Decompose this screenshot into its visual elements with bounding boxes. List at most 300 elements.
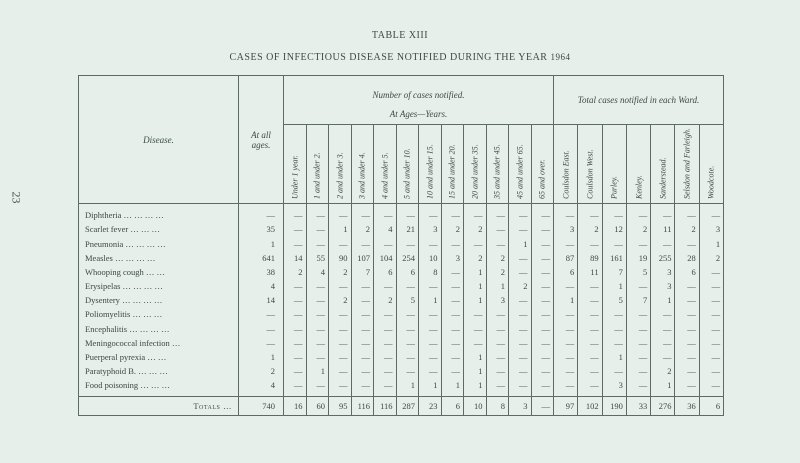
ward-cell: 3 — [699, 222, 723, 236]
title-year: 1964 — [550, 52, 571, 62]
age-cell: — — [374, 336, 397, 350]
age-cell: — — [419, 236, 442, 250]
age-cell: — — [396, 322, 419, 336]
age-cell: — — [329, 350, 352, 364]
ward-totals-header: Total cases notified in each Ward. — [554, 76, 724, 125]
age-cell: 2 — [351, 222, 374, 236]
ward-cell: 2 — [675, 222, 699, 236]
ward-cell: — — [602, 364, 626, 378]
age-cell: — — [486, 204, 509, 223]
ward-cell: 6 — [675, 265, 699, 279]
age-cell: — — [441, 236, 464, 250]
number-notified-line2: At Ages—Years. — [389, 109, 448, 119]
age-cell: — — [486, 322, 509, 336]
ward-5-label: Selsdon and Farleigh. — [682, 128, 692, 199]
ward-cell: — — [699, 265, 723, 279]
age-group-9-header — [486, 125, 509, 204]
all-ages-cell: — — [239, 204, 284, 223]
age-cell: 21 — [396, 222, 419, 236]
age-cell: 1 — [419, 293, 442, 307]
age-group-2-label: 2 and under 3. — [335, 152, 345, 199]
age-cell: — — [329, 336, 352, 350]
ward-cell: — — [699, 350, 723, 364]
disease-name: Dysentery … … … … — [79, 293, 239, 307]
ward-cell: — — [651, 322, 675, 336]
age-cell: — — [419, 279, 442, 293]
age-cell: — — [351, 204, 374, 223]
ward-cell: — — [699, 378, 723, 396]
age-group-9-label: 35 and under 45. — [492, 144, 502, 199]
age-cell: 3 — [419, 222, 442, 236]
age-cell: — — [441, 350, 464, 364]
ward-0-header — [554, 125, 578, 204]
title-text: CASES OF INFECTIOUS DISEASE NOTIFIED DURING THE YEAR — [229, 52, 548, 63]
age-cell: — — [531, 322, 554, 336]
age-cell: — — [419, 336, 442, 350]
ward-cell: — — [602, 204, 626, 223]
age-cell: 1 — [464, 378, 487, 396]
age-cell: — — [509, 251, 532, 265]
ward-cell: 2 — [578, 222, 602, 236]
age-cell: — — [419, 307, 442, 321]
ward-cell: — — [699, 307, 723, 321]
table-row — [79, 265, 724, 279]
age-cell: — — [531, 279, 554, 293]
total-cell: 276 — [651, 396, 675, 415]
header-row-1 — [79, 76, 724, 125]
ward-cell: — — [578, 378, 602, 396]
age-cell: 7 — [351, 265, 374, 279]
age-group-7-label: 15 and under 20. — [447, 144, 457, 199]
ward-cell: — — [699, 293, 723, 307]
age-cell: 104 — [374, 251, 397, 265]
ward-cell: — — [675, 322, 699, 336]
age-group-4-header — [374, 125, 397, 204]
age-cell: 14 — [284, 251, 307, 265]
age-cell: — — [531, 222, 554, 236]
age-cell: — — [486, 336, 509, 350]
age-cell: — — [509, 336, 532, 350]
total-cell: — — [531, 396, 554, 415]
ward-cell: 19 — [626, 251, 650, 265]
age-cell: — — [351, 293, 374, 307]
age-cell: — — [464, 307, 487, 321]
ward-5-header — [675, 125, 699, 204]
age-cell: 1 — [441, 378, 464, 396]
table-row — [79, 204, 724, 223]
total-cell: 10 — [464, 396, 487, 415]
age-cell: — — [441, 364, 464, 378]
all-ages-cell: 4 — [239, 378, 284, 396]
ward-cell: 3 — [602, 378, 626, 396]
total-cell: 60 — [306, 396, 329, 415]
page-number: 23 — [9, 191, 24, 204]
ward-cell: — — [578, 204, 602, 223]
age-cell: — — [531, 204, 554, 223]
ward-cell: 1 — [699, 236, 723, 250]
age-cell: — — [509, 350, 532, 364]
age-cell: — — [441, 279, 464, 293]
disease-name: Encephalitis … … … … — [79, 322, 239, 336]
age-cell: 2 — [464, 222, 487, 236]
age-cell: — — [351, 364, 374, 378]
ward-cell: — — [699, 322, 723, 336]
age-cell: — — [329, 279, 352, 293]
table-row — [79, 307, 724, 321]
ward-cell: 1 — [651, 378, 675, 396]
all-ages-cell: 35 — [239, 222, 284, 236]
age-cell: — — [351, 378, 374, 396]
ward-cell: — — [602, 307, 626, 321]
table-row — [79, 279, 724, 293]
age-cell: 1 — [329, 222, 352, 236]
ward-4-header — [651, 125, 675, 204]
ward-cell: 1 — [602, 279, 626, 293]
all-ages-cell: — — [239, 322, 284, 336]
ward-cell: — — [626, 364, 650, 378]
ward-cell: 1 — [651, 293, 675, 307]
age-cell: — — [374, 350, 397, 364]
age-cell: — — [509, 364, 532, 378]
age-cell: 2 — [486, 251, 509, 265]
age-cell: — — [351, 236, 374, 250]
all-ages-cell: 2 — [239, 364, 284, 378]
ward-cell: — — [675, 279, 699, 293]
age-cell: 1 — [486, 279, 509, 293]
ward-cell: — — [626, 307, 650, 321]
ward-cell: — — [578, 350, 602, 364]
total-cell: 116 — [351, 396, 374, 415]
total-cell: 740 — [239, 396, 284, 415]
age-cell: 10 — [419, 251, 442, 265]
age-cell: — — [284, 364, 307, 378]
age-group-8-label: 20 and under 35. — [470, 144, 480, 199]
age-cell: — — [306, 307, 329, 321]
age-cell: — — [374, 204, 397, 223]
total-cell: 36 — [675, 396, 699, 415]
disease-name: Scarlet fever … … … — [79, 222, 239, 236]
age-group-11-header — [531, 125, 554, 204]
age-cell: 5 — [396, 293, 419, 307]
ward-cell: — — [578, 279, 602, 293]
age-cell: — — [329, 378, 352, 396]
age-cell: — — [284, 236, 307, 250]
ward-cell: — — [554, 378, 578, 396]
ward-cell: 5 — [602, 293, 626, 307]
table-label: TABLE XIII — [371, 30, 429, 41]
age-cell: — — [486, 307, 509, 321]
disease-name: Erysipelas … … … … — [79, 279, 239, 293]
age-cell: — — [306, 222, 329, 236]
ward-cell: — — [626, 236, 650, 250]
total-cell: 116 — [374, 396, 397, 415]
ward-cell: — — [554, 336, 578, 350]
age-cell: — — [419, 204, 442, 223]
age-group-0-label: Under 1 year. — [290, 155, 300, 199]
ward-cell: — — [626, 350, 650, 364]
ward-6-label: Woodcote. — [706, 165, 716, 199]
table-row — [79, 293, 724, 307]
total-cell: 6 — [699, 396, 723, 415]
age-cell: 107 — [351, 251, 374, 265]
disease-name: Meningococcal infection … — [79, 336, 239, 350]
number-notified-line1: Number of cases notified. — [372, 90, 465, 100]
ward-cell: — — [699, 336, 723, 350]
ward-cell: 89 — [578, 251, 602, 265]
ward-cell: — — [626, 378, 650, 396]
age-cell: — — [441, 322, 464, 336]
table-row — [79, 251, 724, 265]
table-row — [79, 236, 724, 250]
age-cell: — — [374, 279, 397, 293]
age-cell: 2 — [509, 279, 532, 293]
total-cell: 16 — [284, 396, 307, 415]
ward-cell: 2 — [699, 251, 723, 265]
age-cell: — — [441, 336, 464, 350]
ward-cell: — — [651, 307, 675, 321]
total-cell: 3 — [509, 396, 532, 415]
age-cell: — — [329, 322, 352, 336]
ward-cell: 5 — [626, 265, 650, 279]
age-group-2-header — [329, 125, 352, 204]
age-cell: — — [284, 222, 307, 236]
ward-2-label: Purley. — [609, 176, 619, 199]
ward-6-header — [699, 125, 723, 204]
ward-cell: — — [578, 322, 602, 336]
age-cell: — — [374, 364, 397, 378]
all-ages-cell: 4 — [239, 279, 284, 293]
age-cell: — — [531, 364, 554, 378]
ward-cell: — — [651, 336, 675, 350]
total-cell: 95 — [329, 396, 352, 415]
disease-name: Poliomyelitis … … … — [79, 307, 239, 321]
ward-1-label: Coulsdon West. — [585, 149, 595, 199]
disease-name: Measles … … … … — [79, 251, 239, 265]
age-cell: — — [306, 279, 329, 293]
age-cell: — — [374, 236, 397, 250]
age-cell: 1 — [464, 279, 487, 293]
age-cell: — — [509, 204, 532, 223]
disease-name: Food poisoning … … … — [79, 378, 239, 396]
ward-cell: 11 — [578, 265, 602, 279]
age-cell: 2 — [486, 265, 509, 279]
all-ages-cell: 641 — [239, 251, 284, 265]
ward-cell: — — [651, 350, 675, 364]
age-cell: — — [509, 322, 532, 336]
age-cell: — — [396, 204, 419, 223]
total-cell: 190 — [602, 396, 626, 415]
age-cell: — — [284, 336, 307, 350]
age-cell: — — [374, 378, 397, 396]
age-cell: — — [351, 307, 374, 321]
age-cell: — — [419, 322, 442, 336]
ward-cell: — — [578, 364, 602, 378]
all-ages-cell: — — [239, 336, 284, 350]
age-cell: — — [306, 350, 329, 364]
table-row — [79, 222, 724, 236]
ward-cell: — — [675, 204, 699, 223]
ward-0-label: Coulsdon East. — [561, 150, 571, 199]
age-cell: 90 — [329, 251, 352, 265]
age-cell: 3 — [441, 251, 464, 265]
ward-cell: 7 — [602, 265, 626, 279]
age-cell: 2 — [464, 251, 487, 265]
ward-cell: — — [602, 336, 626, 350]
ward-cell: 28 — [675, 251, 699, 265]
age-group-8-header — [464, 125, 487, 204]
all-ages-cell: 1 — [239, 350, 284, 364]
age-cell: — — [284, 378, 307, 396]
ward-1-header — [578, 125, 602, 204]
age-cell: — — [284, 322, 307, 336]
age-cell: — — [306, 204, 329, 223]
age-cell: — — [284, 293, 307, 307]
all-ages-cell: 14 — [239, 293, 284, 307]
age-group-1-header — [306, 125, 329, 204]
ward-cell: 161 — [602, 251, 626, 265]
total-cell: 33 — [626, 396, 650, 415]
age-cell: — — [464, 322, 487, 336]
age-cell: — — [531, 378, 554, 396]
ward-cell: — — [675, 350, 699, 364]
age-cell: 1 — [306, 364, 329, 378]
age-cell: 2 — [329, 265, 352, 279]
ward-cell: — — [554, 236, 578, 250]
table-title — [0, 52, 800, 63]
total-cell: 102 — [578, 396, 602, 415]
age-group-3-header — [351, 125, 374, 204]
ward-cell: — — [675, 364, 699, 378]
age-group-4-label: 4 and under 5. — [380, 152, 390, 199]
age-cell: — — [441, 293, 464, 307]
age-cell: 1 — [464, 364, 487, 378]
disease-name: Puerperal pyrexia … … — [79, 350, 239, 364]
ward-cell: — — [699, 279, 723, 293]
ward-cell: — — [602, 322, 626, 336]
age-cell: — — [486, 236, 509, 250]
total-cell: 23 — [419, 396, 442, 415]
total-cell: 8 — [486, 396, 509, 415]
ward-cell: 1 — [602, 350, 626, 364]
age-cell: — — [464, 236, 487, 250]
ward-cell: — — [578, 336, 602, 350]
age-group-0-header — [284, 125, 307, 204]
age-cell: — — [329, 307, 352, 321]
age-cell: 1 — [419, 378, 442, 396]
age-cell: — — [284, 204, 307, 223]
age-group-6-header — [419, 125, 442, 204]
ward-cell: — — [675, 336, 699, 350]
age-group-10-header — [509, 125, 532, 204]
age-group-6-label: 10 and under 15. — [425, 144, 435, 199]
ward-cell: 87 — [554, 251, 578, 265]
age-cell: — — [486, 350, 509, 364]
all-ages-header: At all ages. — [239, 76, 284, 204]
number-notified-header — [284, 76, 554, 125]
age-cell: — — [396, 336, 419, 350]
ward-cell: — — [578, 293, 602, 307]
ward-cell: — — [554, 350, 578, 364]
ward-cell: — — [602, 236, 626, 250]
ward-cell: 2 — [626, 222, 650, 236]
ward-3-label: Kenley. — [634, 175, 644, 199]
ward-4-label: Sanderstead. — [658, 157, 668, 199]
age-cell: — — [531, 350, 554, 364]
age-cell: 254 — [396, 251, 419, 265]
age-cell: — — [531, 336, 554, 350]
ward-cell: — — [626, 204, 650, 223]
ward-cell: — — [651, 236, 675, 250]
all-ages-cell: 38 — [239, 265, 284, 279]
ward-cell: — — [626, 322, 650, 336]
ward-cell: — — [578, 307, 602, 321]
age-group-5-label: 5 and under 10. — [402, 148, 412, 199]
ward-cell: — — [554, 204, 578, 223]
ward-cell: — — [578, 236, 602, 250]
ward-2-header — [602, 125, 626, 204]
total-cell: 287 — [396, 396, 419, 415]
ward-cell: — — [675, 307, 699, 321]
disease-name: Whooping cough … … — [79, 265, 239, 279]
ward-3-header — [626, 125, 650, 204]
age-cell: — — [396, 350, 419, 364]
ward-cell: — — [651, 204, 675, 223]
age-cell: — — [306, 293, 329, 307]
ward-cell: 6 — [554, 265, 578, 279]
age-cell: — — [374, 307, 397, 321]
age-cell: — — [374, 322, 397, 336]
age-cell: 4 — [306, 265, 329, 279]
age-group-10-label: 45 and under 65. — [515, 144, 525, 199]
age-cell: — — [351, 350, 374, 364]
age-cell: — — [284, 279, 307, 293]
table-row — [79, 364, 724, 378]
age-cell: — — [531, 307, 554, 321]
ward-cell: — — [554, 322, 578, 336]
disease-name: Paratyphoid B. … … … — [79, 364, 239, 378]
age-cell: — — [306, 236, 329, 250]
all-ages-cell: — — [239, 307, 284, 321]
ward-cell: — — [554, 307, 578, 321]
age-cell: 4 — [374, 222, 397, 236]
disease-name: Pneumonia … … … … — [79, 236, 239, 250]
age-cell: — — [419, 350, 442, 364]
age-cell: 6 — [396, 265, 419, 279]
ward-cell: 1 — [554, 293, 578, 307]
age-cell: 8 — [419, 265, 442, 279]
ward-cell: 255 — [651, 251, 675, 265]
age-group-3-label: 3 and under 4. — [357, 152, 367, 199]
age-cell: — — [351, 322, 374, 336]
age-cell: — — [396, 307, 419, 321]
age-cell: — — [531, 236, 554, 250]
age-cell: — — [509, 222, 532, 236]
age-cell: — — [306, 378, 329, 396]
ward-cell: 7 — [626, 293, 650, 307]
age-cell: 1 — [464, 265, 487, 279]
age-cell: — — [284, 350, 307, 364]
ward-cell: — — [554, 279, 578, 293]
age-cell: 1 — [396, 378, 419, 396]
age-cell: — — [396, 279, 419, 293]
age-cell: 2 — [441, 222, 464, 236]
disease-table — [78, 75, 724, 416]
ward-cell: — — [554, 364, 578, 378]
ward-cell: — — [699, 204, 723, 223]
ward-cell: 11 — [651, 222, 675, 236]
ward-cell: — — [626, 336, 650, 350]
table-row — [79, 350, 724, 364]
